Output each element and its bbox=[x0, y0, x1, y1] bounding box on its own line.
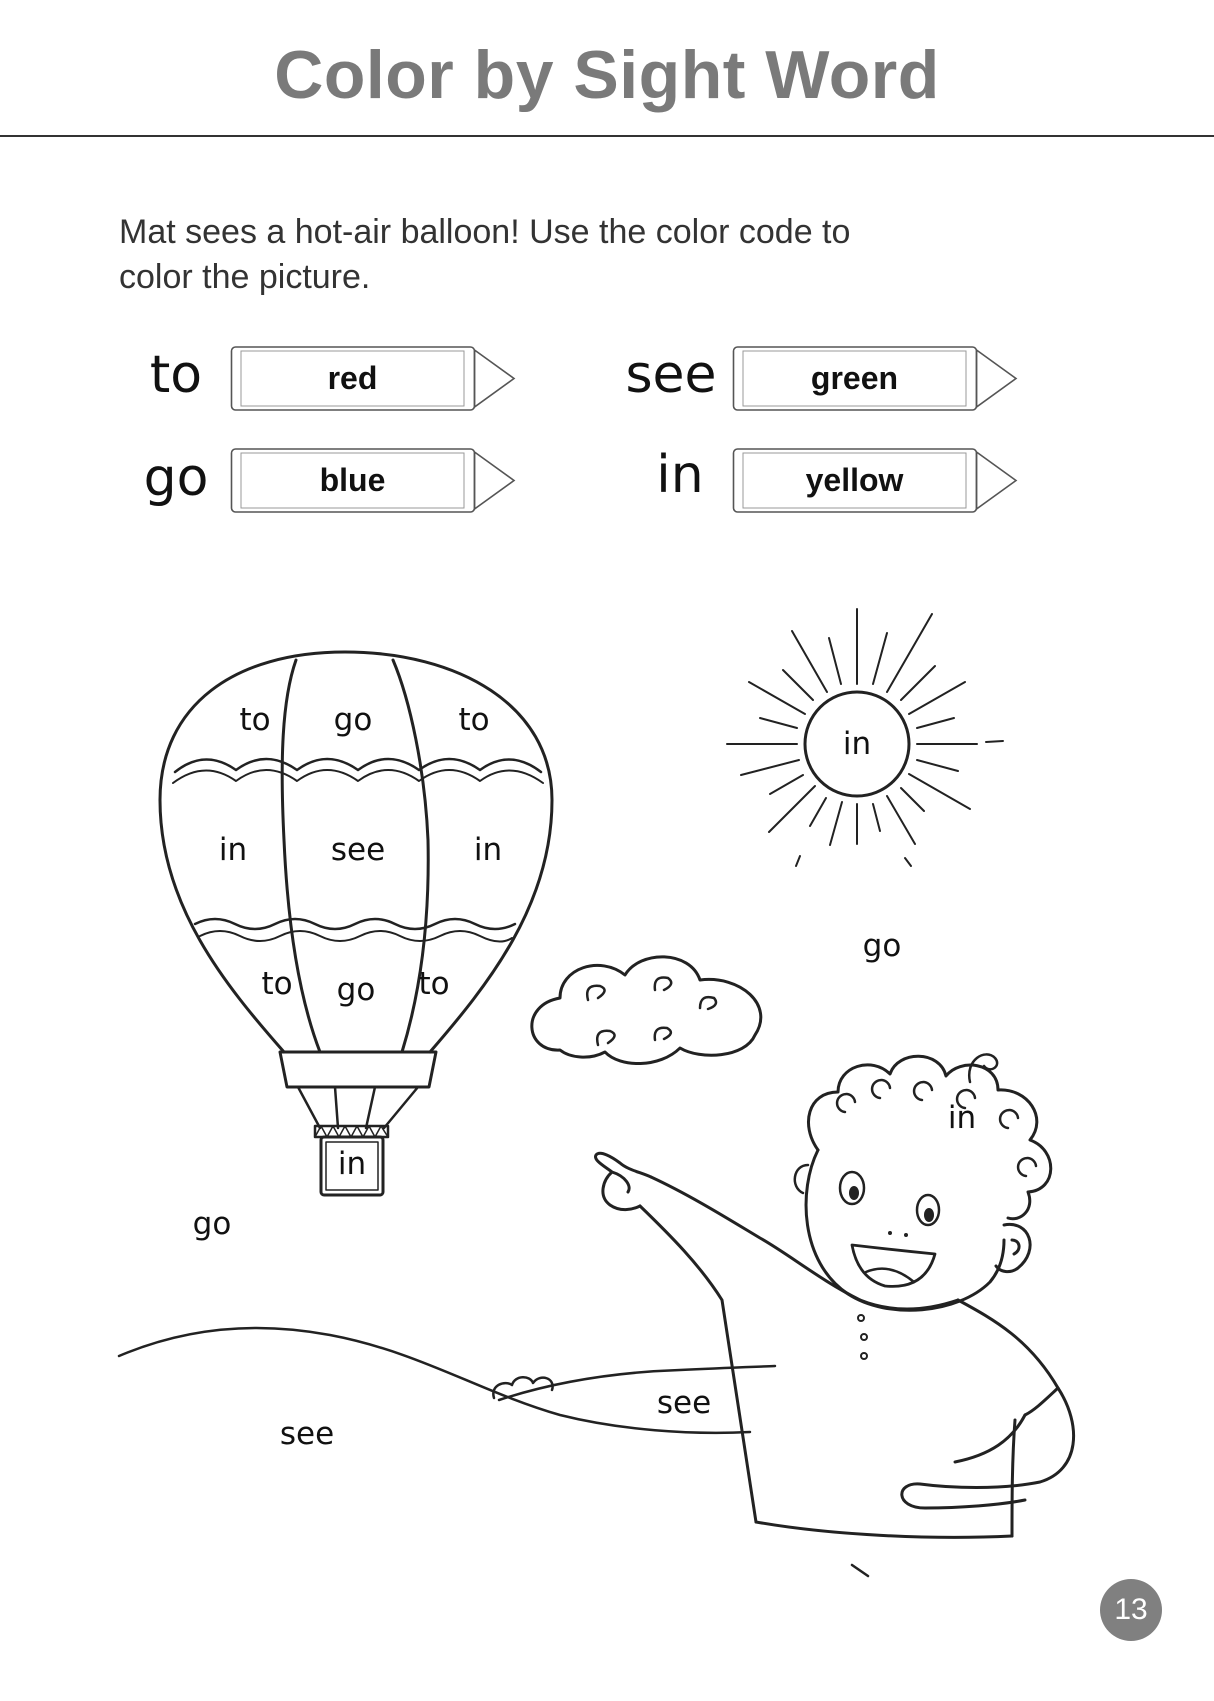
boy-nose-dot bbox=[888, 1231, 892, 1235]
sun-word: in bbox=[842, 726, 872, 762]
sky-left-word: go bbox=[192, 1206, 232, 1242]
boy-pointing-arm bbox=[640, 1177, 860, 1522]
basket-rim-weave bbox=[315, 1126, 388, 1137]
balloon-lower-band bbox=[195, 919, 515, 929]
balloon-bottom-right-word: to bbox=[418, 966, 450, 1002]
cloud-curls bbox=[587, 978, 716, 1046]
balloon-bottom-left-word: to bbox=[261, 966, 293, 1002]
balloon-skirt bbox=[280, 1052, 436, 1087]
boy-shirt-hem bbox=[756, 1522, 1012, 1537]
page-number: 13 bbox=[1114, 1593, 1148, 1626]
balloon-upper-scallop-inner bbox=[173, 770, 543, 783]
cloud-outline bbox=[532, 957, 761, 1064]
boy bbox=[595, 1054, 1073, 1576]
balloon-bottom-center-word: go bbox=[336, 972, 376, 1008]
crayon-color-label: yellow bbox=[805, 462, 904, 498]
boy-pointing-hand bbox=[595, 1153, 651, 1209]
color-key-word-go: go bbox=[143, 448, 209, 508]
shirt-button bbox=[861, 1334, 867, 1340]
hair-word: in bbox=[947, 1100, 977, 1136]
boy-right-pupil bbox=[924, 1208, 934, 1222]
instructions-line-1: Mat sees a hot-air balloon! Use the color code to bbox=[119, 213, 851, 251]
crayon-color-label: red bbox=[327, 360, 378, 396]
boy-hair-curls bbox=[837, 1054, 1036, 1176]
cloud bbox=[532, 957, 761, 1064]
balloon-middle-center-word: see bbox=[330, 832, 386, 868]
crayon-color-label: blue bbox=[319, 462, 386, 498]
sky-right-word: go bbox=[862, 928, 902, 964]
balloon-top-left-word: to bbox=[239, 702, 271, 738]
boy-shirt-right-side bbox=[958, 1300, 1058, 1536]
crayon-color-label: green bbox=[810, 360, 899, 396]
boy-mouth bbox=[852, 1245, 935, 1286]
balloon-lower-band-inner bbox=[200, 931, 512, 942]
color-key-word-see: see bbox=[625, 345, 717, 405]
balloon-middle-right-word: in bbox=[473, 832, 503, 868]
boy-nose-dot bbox=[904, 1233, 908, 1237]
instructions-line-2: color the picture. bbox=[119, 258, 371, 296]
front-hill bbox=[119, 1328, 750, 1433]
basket-word: in bbox=[337, 1146, 367, 1182]
page-number-badge bbox=[1100, 1579, 1162, 1641]
boy-left-pupil bbox=[849, 1186, 859, 1200]
front-hill-word: see bbox=[279, 1416, 335, 1452]
balloon-upper-scallop bbox=[175, 759, 541, 772]
page-title: Color by Sight Word bbox=[274, 37, 940, 113]
shirt-button bbox=[858, 1315, 864, 1321]
color-key-word-in: in bbox=[656, 445, 704, 505]
color-key-word-to: to bbox=[149, 345, 203, 405]
back-hill-word: see bbox=[656, 1385, 712, 1421]
shirt-button bbox=[861, 1353, 867, 1359]
boy-hip-arm bbox=[902, 1388, 1074, 1508]
balloon-middle-left-word: in bbox=[218, 832, 248, 868]
balloon-ropes bbox=[298, 1087, 418, 1128]
balloon-top-center-word: go bbox=[333, 702, 373, 738]
balloon-top-right-word: to bbox=[458, 702, 490, 738]
boy-leg-mark bbox=[852, 1565, 868, 1576]
